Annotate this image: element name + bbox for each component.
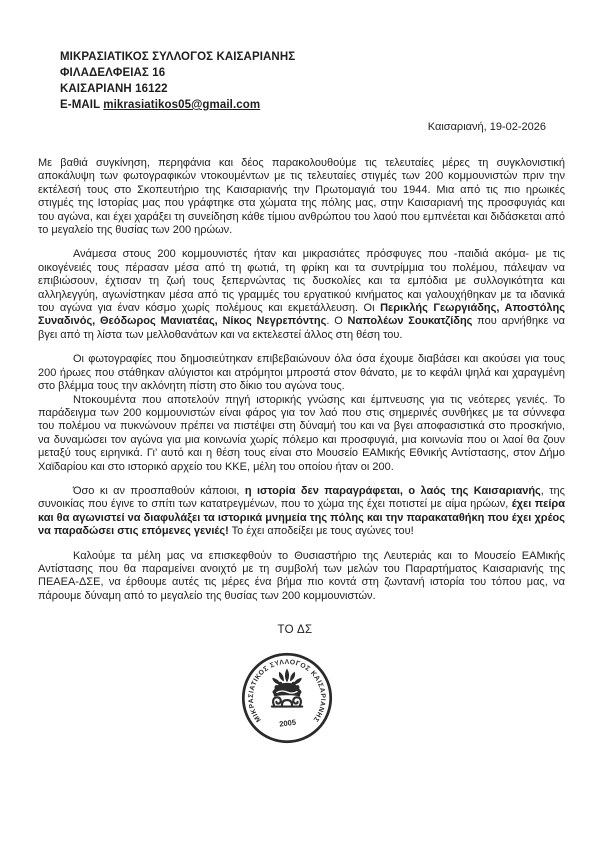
paragraph: Όσο κι αν προσπαθούν κάποιοι, η ιστορία δεν παραγράφεται, ο λαός της Καισαριανής, της συνοικίας που έγινε το σπίτι των κατατρεγμένων, που το χώμα της έχει ποτιστεί με αίμα ηρώων, έχει πείρα και θα αγωνιστεί να διαφυλάξει τα ιστορικά μνημεία της πόλης και την παρακαταθήκη που έχει χρέος να παραδώσει στις επόμενες γενιές! Το έχει αποδείξει με τους αγώνες του! [38, 484, 565, 538]
dateline: Καισαριανή, 19-02-2026 [427, 121, 546, 133]
seal-year: 2005 [278, 717, 297, 729]
org-header [60, 49, 295, 113]
seal-circular-text: ΜΙΚΡΑΣΙΑΤΙΚΟΣ ΣΥΛΛΟΓΟΣ ΚΑΙΣΑΡΙΑΝΗΣ [247, 658, 327, 724]
letter-body [38, 157, 565, 614]
signoff: ΤΟ ΔΣ [277, 624, 313, 636]
paragraph: Ντοκουμέντα που αποτελούν πηγή ιστορικής γνώσης και έμπνευσης για τις νεότερες γενιές. Το παράδειγμα των 200 κομμουνιστών είναι φάρος για τον λαό που στις σημερινές συνθήκες με τα σύννεφα του πολέμου να πυκνώνουν πρέπει να πιστέψει στη δύναμή του και να βγει αποφασιστικά στο προσκήνιο, να δυναμώσει τον αγώνα για μια κοινωνία χωρίς πόλεμο και προσφυγιά, μια κοινωνία που οι λαοί θα ζουν μεταξύ τους ειρηνικά. Γι’ αυτό και η θέση τους είναι στο Μουσείο ΕΑΜικής Εθνικής Αντίστασης, στον Δήμο Χαϊδαρίου και στο ιστορικό αρχείο του ΚΚΕ, μέλη του οποίου ήταν οι 200. [38, 393, 565, 473]
paragraph: Καλούμε τα μέλη μας να επισκεφθούν το Θυσιαστήριο της Λευτεριάς και το Μουσείο ΕΑΜικής Αντίστασης που θα παραμείνει ανοιχτό με τη συμβολή των μελών του Παραρτήματος Καισαριανής της ΠΕΑΕΑ-ΔΣΕ, να έρθουμε αυτές τις μέρες ένα βήμα πιο κοντά στη ζωντανή ιστορία του τόπου μας, να πάρουμε δύναμη από το μεγαλείο της θυσίας των 200 κομμουνιστών. [38, 549, 565, 602]
paragraph: Ανάμεσα στους 200 κομμουνιστές ήταν και μικρασιάτες πρόσφυγες που -παιδιά ακόμα- με τις οικογένειές τους πέρασαν μέσα από τη φωτιά, τη φρίκη και τα συντρίμμια του πολέμου, πάλεψαν να επιβιώσουν, έχτισαν τη ζωή τους ξεπερνώντας τις δυσκολίες και τα εμπόδια με συλλογικότητα και αλληλεγγύη, αγωνίστηκαν μέσα από τις γραμμές του εργατικού κινήματος και γαλουχήθηκαν με τα ιδανικά του αγώνα για έναν κόσμο χωρίς πολέμους και εκμετάλλευση. Οι Περικλής Γεωργιάδης, Αποστόλης Συναδινός, Θεόδωρος Μανιατέας, Νίκος Νεγρεπόντης. Ο Ναπολέων Σουκατζίδης που αρνήθηκε να βγει από τη λίστα των μελλοθανάτων και να εκτελεστεί άλλος στη θέση του. [38, 248, 565, 341]
paragraph: Οι φωτογραφίες που δημοσιεύτηκαν επιβεβαιώνουν όλα όσα έχουμε διαβάσει και ακούσει για τους 200 ήρωες που στάθηκαν αλύγιστοι και ατρόμητοι μπροστά στον θάνατο, με το κεφάλι ψηλά και χαραγμένη στο βλέμμα τους την ακλόνητη πίστη στο δίκιο του αγώνα τους. [38, 353, 565, 393]
email-label: E-MAIL [60, 99, 104, 111]
seal-ring [243, 654, 330, 741]
org-address: ΦΙΛΑΔΕΛΦΕΙΑΣ 16 [60, 67, 166, 79]
org-city: ΚΑΙΣΑΡΙΑΝΗ 16122 [60, 83, 168, 95]
round-stamp-icon [241, 652, 333, 744]
org-seal [241, 652, 333, 744]
paragraph: Με βαθιά συγκίνηση, περηφάνια και δέος παρακολουθούμε τις τελευταίες μέρες τη συγκλονιστική αποκάλυψη των φωτογραφικών ντοκουμέντων με τις τελευταίες στιγμές των 200 κομμουνιστών πριν την εκτέλεσή τους στο Σκοπευτήριο της Καισαριανής την Πρωτομαγιά του 1944. Μια από τις πιο ηρωικές στιγμές της Ιστορίας μας που γράφτηκε στα χώματα της πόλης μας, στην Καισαριανή της προσφυγιάς και του αγώνα, και έχει χαράξει τη συνείδηση κάθε τίμιου ανθρώπου του λαού που εμπνέεται και διδάσκεται από το μεγαλείο της θυσίας των 200 ηρώων. [38, 157, 565, 237]
email-link[interactable]: mikrasiatikos05@gmail.com [103, 99, 261, 111]
org-email-line [60, 97, 295, 113]
org-name: ΜΙΚΡΑΣΙΑΤΙΚΟΣ ΣΥΛΛΟΓΟΣ ΚΑΙΣΑΡΙΑΝΗΣ [60, 51, 296, 63]
